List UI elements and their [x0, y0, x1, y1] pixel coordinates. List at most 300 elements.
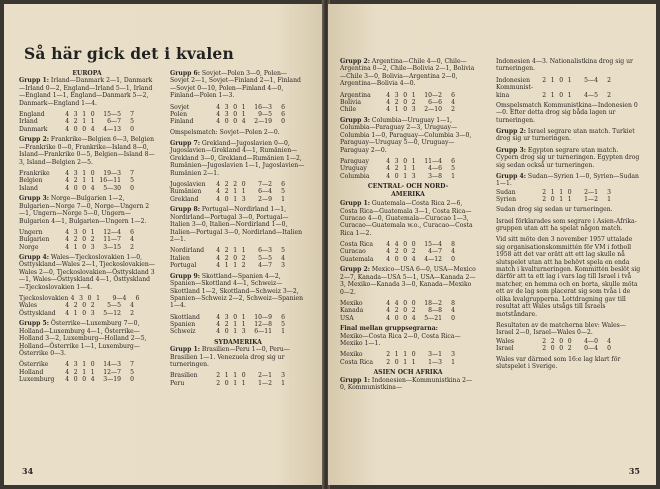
team-cell: Jugoslavien	[170, 180, 206, 188]
stat-cell: 2	[73, 368, 78, 376]
table-row	[340, 315, 476, 322]
stat-cell: 7	[130, 361, 134, 369]
stat-cell: 0	[411, 351, 416, 359]
stat-cell: 2	[73, 177, 78, 185]
stat-cell: 4	[386, 255, 391, 263]
stat-cell: 12—7	[103, 368, 121, 376]
group-table	[170, 181, 306, 203]
stat-cell: 1	[559, 196, 564, 203]
stat-cell: 4	[451, 248, 455, 256]
stat-cell: 1	[411, 165, 416, 173]
stat-cell: 0	[82, 228, 87, 236]
stat-cell: 3	[90, 309, 95, 317]
stat-cell: 3	[79, 294, 84, 302]
stat-cell: 1	[411, 358, 416, 366]
stat-cell: 0	[403, 106, 408, 114]
stat-cell: 10—9	[254, 313, 272, 321]
stat-cell: 5—21	[424, 314, 442, 322]
stat-cell: 0	[82, 236, 87, 244]
section-heading-cna-2: AMERIKA	[391, 190, 425, 198]
stat-cell: 6	[451, 91, 455, 99]
table-row	[170, 118, 306, 125]
team-cell: Österrike	[19, 361, 49, 369]
stat-cell: 0	[233, 103, 238, 111]
stat-cell: 4	[411, 314, 416, 322]
stat-cell: 2	[130, 309, 134, 317]
team-cell: Wales	[496, 337, 515, 345]
stat-cell: 3—19	[103, 376, 121, 384]
table-row	[19, 118, 155, 125]
table-row	[340, 359, 476, 366]
stat-cell: 0	[73, 125, 78, 133]
stat-cell: 1	[82, 177, 87, 185]
table-row	[170, 314, 306, 321]
stat-cell: 3	[241, 328, 246, 336]
stat-cell: 7	[130, 110, 134, 118]
stat-cell: 6—3	[258, 247, 272, 255]
stat-cell: 4	[241, 118, 246, 126]
stat-cell: 5	[451, 165, 455, 173]
final-text: Mexiko—Costa Rica 2—0, Costa Rica—Mexiko 1—1.	[340, 332, 461, 348]
page-number-right: 35	[628, 466, 640, 476]
stat-cell: 2	[394, 248, 399, 256]
table-row	[340, 248, 476, 255]
stat-cell: 4—7	[258, 262, 272, 270]
stat-cell: 4	[216, 313, 221, 321]
stat-cell: 2	[542, 337, 547, 345]
stat-cell: 1	[233, 328, 238, 336]
table-row	[340, 300, 476, 307]
team-cell: Holland	[19, 368, 44, 376]
stat-cell: 1	[233, 372, 238, 380]
table-row	[170, 372, 306, 379]
stat-cell: 0	[233, 313, 238, 321]
stat-cell: 1	[96, 294, 101, 302]
stat-cell: 4	[386, 157, 391, 165]
stat-cell: 2	[90, 302, 95, 310]
column-4	[496, 58, 642, 374]
team-cell: Guatemala	[340, 255, 374, 263]
table-row	[496, 338, 642, 345]
stat-cell: 0	[73, 376, 78, 384]
stat-cell: 4	[451, 98, 455, 106]
stat-cell: 3	[224, 313, 229, 321]
stat-cell: 3	[281, 372, 285, 380]
stat-cell: 1	[233, 188, 238, 196]
stat-cell: 4	[216, 328, 221, 336]
stat-cell: 0	[559, 91, 564, 99]
stat-cell: 0	[403, 255, 408, 263]
stat-cell: 0	[550, 345, 555, 353]
stat-cell: 4	[65, 177, 70, 185]
stat-cell: 4	[130, 302, 134, 310]
team-cell: Spanien	[170, 321, 196, 329]
stat-cell: 0	[394, 255, 399, 263]
stat-cell: 18—2	[424, 299, 442, 307]
group-text: Grupp 4: Wales—Tjeckoslovakien 1—0, Östtyskland—Wales 2—1, Tjeckoslovakien—Wales 2—0, Tjeckoslovakien—Östtyskland 3—1, Wales—Östtyskland 4—1, Östtyskland—Tjeckoslovakien 1—4.	[19, 254, 155, 291]
stat-cell: 11—7	[103, 236, 121, 244]
stat-cell: 1	[90, 118, 95, 126]
stat-cell: 4	[216, 188, 221, 196]
group-text: Grupp 6: Sovjet—Polen 3—0, Polen—Sovjet 2—1, Sovjet—Finland 2—1, Finland—Sovjet 0—10, Polen—Finland 4—0, Finland—Polen 1—3.	[170, 70, 301, 100]
stat-cell: 1	[241, 103, 246, 111]
stat-cell: 0	[403, 98, 408, 106]
table-row	[340, 92, 476, 99]
group-table	[340, 351, 476, 366]
table-row	[340, 165, 476, 172]
group-text: Grupp 2: Israel segrare utan match. Turkiet drog sig ur turneringen.	[496, 128, 635, 143]
stat-cell: 1	[281, 195, 285, 203]
stat-cell: 8—8	[428, 307, 442, 315]
stat-cell: 4	[216, 254, 221, 262]
stat-cell: 2	[451, 106, 455, 114]
group-table	[340, 300, 476, 322]
stat-cell: 1	[403, 172, 408, 180]
stat-cell: 1	[403, 165, 408, 173]
stat-cell: 3	[224, 103, 229, 111]
stat-cell: 1	[451, 172, 455, 180]
table-row	[19, 111, 155, 118]
section-heading-aa: ASIEN OCH AFRIKA	[373, 369, 443, 377]
stat-cell: 4	[65, 361, 70, 369]
stat-cell: 4	[65, 125, 70, 133]
team-cell: Norge	[19, 243, 39, 251]
group-text: Grupp 8: Portugal—Nordirland 1—1, Nordirland—Portugal 3—0, Portugal—Italien 3—0, Italien—Nordirland 1—0, Italien—Portugal 3—0, Nordirland—Italien 2—1.	[170, 206, 303, 244]
stat-cell: 0	[451, 314, 455, 322]
right-page	[328, 4, 656, 485]
section-heading-europa: EUROPA	[72, 70, 102, 77]
stat-cell: 1	[394, 351, 399, 359]
stat-cell: 4	[386, 165, 391, 173]
stat-cell: 0	[403, 91, 408, 99]
stat-cell: 1—3	[428, 358, 442, 366]
stat-cell: 4	[65, 184, 70, 192]
final-heading: Final mellan gruppsegrarna:	[340, 325, 438, 333]
paragraph: Vid sitt möte den 3 november 1957 uttalade sig organisationskommittén för VM i fotboll 1958 att det var orätt att ett lag skulle nå slutspelet utan att ha behövt spela en enda match i kvalturneringen. Kommittén beslöt sig därför att ta ett lag i vars lag till Israel i två matcher, en hemma och en borta, skulle möta ett av de lag som placerat sig som tvåa i de olika kvalgrupperna. Lottdragning gav till resultat att Wales utsågs till Israels motståndare.	[496, 236, 641, 318]
team-cell: Östtyskland	[19, 309, 56, 317]
team-cell: Syrien	[496, 196, 517, 203]
stat-cell: 5—12	[103, 309, 121, 317]
group-text: Grupp 1: Guatemala—Costa Rica 2—6, Costa Rica—Guatemala 3—1, Costa Rica—Curacao 4—0, Guatemala—Curacao 1—3, Curacao—Guatemala w.o., Curacao—Costa Rica 1—2.	[340, 200, 473, 237]
table-row	[19, 244, 155, 251]
stat-cell: 0	[567, 188, 572, 196]
stat-cell: 12—8	[254, 321, 272, 329]
stat-cell: 4—13	[103, 125, 121, 133]
stat-cell: 16—3	[254, 103, 272, 111]
stat-cell: 5—4	[584, 76, 598, 84]
group-text: Grupp 4: Sudan—Syrien 1—0, Syrien—Sudan 1—1.	[496, 172, 639, 188]
table-row	[340, 351, 476, 358]
stat-cell: 2—9	[258, 195, 272, 203]
stat-cell: 0	[403, 299, 408, 307]
stat-cell: 2	[411, 248, 416, 256]
column-2	[170, 70, 306, 390]
group-table	[340, 92, 476, 114]
stat-cell: 3	[90, 243, 95, 251]
table-row	[340, 106, 476, 113]
stat-cell: 0	[567, 337, 572, 345]
stat-cell: 9—5	[258, 110, 272, 118]
group-text: Grupp 1: Indonesien—Kommunistkina 2—0, Kommunistkina—	[340, 376, 473, 392]
stat-cell: 6	[281, 313, 285, 321]
table-row	[340, 158, 476, 165]
stat-cell: 0	[607, 345, 611, 353]
stat-cell: 1	[567, 76, 572, 84]
team-cell: Irland	[19, 118, 38, 126]
stat-cell: 4	[386, 91, 391, 99]
stat-cell: 3	[411, 172, 416, 180]
stat-cell: 0	[233, 118, 238, 126]
stat-cell: 1	[233, 321, 238, 329]
group-note: Omspelsmatch Kommunistkina—Indonesien 0—0. Efter detta drog sig båda lagen ur turneringen.	[496, 101, 638, 124]
stat-cell: 3	[224, 110, 229, 118]
stat-cell: 2—10	[424, 106, 442, 114]
paragraph: Israel förklarades som segrare i Asien-Afrika-gruppen utan att ha spelat någon match.	[496, 217, 637, 233]
stat-cell: 4	[65, 228, 70, 236]
stat-cell: 0	[224, 118, 229, 126]
team-cell: Luxemburg	[19, 376, 55, 384]
team-cell: Island	[19, 184, 38, 192]
stat-cell: 0	[90, 110, 95, 118]
stat-cell: 2	[73, 118, 78, 126]
stat-cell: 4	[411, 255, 416, 263]
stat-cell: 0	[82, 184, 87, 192]
stat-cell: 8	[451, 241, 455, 249]
stat-cell: 0	[403, 157, 408, 165]
stat-cell: 0	[130, 376, 134, 384]
stat-cell	[566, 84, 575, 91]
stat-cell: 6	[130, 228, 134, 236]
stat-cell: 1	[550, 188, 555, 196]
team-cell: Chile	[340, 106, 357, 114]
left-page	[4, 4, 324, 485]
stat-cell: 4	[386, 248, 391, 256]
team-cell: Mexiko	[340, 299, 363, 307]
group-text: Grupp 5: Österrike—Luxemburg 7—0, Holland—Luxemburg 4—1, Österrike—Holland 3—2, Luxemburg—Holland 2—5, Holland—Österrike 1—1, Luxemburg—Österrike 0—3.	[19, 320, 147, 358]
stat-cell: 0	[411, 241, 416, 249]
group-table	[496, 77, 642, 99]
stat-cell	[557, 84, 566, 91]
group-text: Grupp 3: Norge—Bulgarien 1—2, Bulgarien—Norge 7—0, Norge—Ungern 2—1, Ungern—Norge 5—0, Ungern—Bulgarien 4—1, Bulgarien—Ungern 1—2.	[19, 195, 150, 225]
table-row	[170, 328, 306, 335]
stat-cell: 4	[216, 110, 221, 118]
team-cell: Argentina	[340, 91, 371, 99]
stat-cell: 0	[233, 254, 238, 262]
team-cell: Polen	[170, 110, 188, 118]
team-cell: Costa Rica	[340, 358, 374, 366]
table-row	[19, 236, 155, 243]
stat-cell: 3	[394, 91, 399, 99]
stat-cell: 6—4	[258, 188, 272, 196]
stat-cell: 3	[607, 188, 611, 196]
group-table	[19, 361, 155, 383]
stat-cell: 4	[607, 337, 611, 345]
stat-cell: 12—4	[103, 228, 121, 236]
team-cell: Columbia	[340, 172, 370, 180]
table-row	[19, 126, 155, 133]
stat-cell: 4	[65, 302, 70, 310]
stat-cell: 0	[403, 241, 408, 249]
stat-cell: 0	[403, 248, 408, 256]
stat-cell: 1	[241, 110, 246, 118]
table-row	[170, 104, 306, 111]
stat-cell: 0	[403, 307, 408, 315]
stat-cell: 11—4	[424, 157, 442, 165]
stat-cell: 4	[65, 309, 70, 317]
group-table	[19, 229, 155, 251]
stat-cell	[574, 84, 598, 91]
team-cell: Costa Rica	[340, 241, 374, 249]
stat-cell: 0	[224, 379, 229, 387]
stat-cell: 1	[233, 379, 238, 387]
stat-cell: 6—11	[254, 328, 272, 336]
table-row	[19, 302, 155, 309]
team-cell: Uruguay	[340, 165, 367, 173]
stat-cell: 16—11	[99, 177, 121, 185]
stat-cell: 14—3	[103, 361, 121, 369]
table-row	[496, 189, 642, 196]
group-text: Grupp 7: Grekland—Jugoslavien 0—0, Jugoslavien—Grekland 4—1, Rumänien—Grekland 3—0, Grekland—Rumänien 1—2, Rumänien—Jugoslavien 1—1, Jugoslavien—Rumänien 2—1.	[170, 140, 305, 177]
table-row	[19, 295, 155, 302]
stat-cell: 0	[559, 345, 564, 353]
team-cell: Sovjet	[170, 103, 190, 111]
stat-cell: 2	[233, 180, 238, 188]
stat-cell: 1	[73, 243, 78, 251]
column-1	[19, 70, 155, 387]
stat-cell: 4	[70, 294, 75, 302]
stat-cell: 4—7	[428, 248, 442, 256]
stat-cell: 7	[130, 169, 134, 177]
stat-cell: 2	[90, 236, 95, 244]
stat-cell: 0	[130, 184, 134, 192]
stat-cell: 0	[403, 314, 408, 322]
group-table	[170, 314, 306, 336]
team-cell: Skottland	[170, 313, 200, 321]
table-row	[170, 181, 306, 188]
stat-cell: 3—15	[103, 243, 121, 251]
stat-cell: 4—5	[584, 91, 598, 99]
group-text: Indonesien 4—3. Nationalistkina drog sig ur turneringen.	[496, 58, 633, 73]
stat-cell: 0	[559, 76, 564, 84]
stat-cell: 0	[224, 195, 229, 203]
stat-cell: 1	[90, 228, 95, 236]
stat-cell: 2	[73, 236, 78, 244]
team-cell: Curacao	[340, 248, 366, 256]
stat-cell: 1	[224, 262, 229, 270]
stat-cell: 2	[607, 76, 611, 84]
stat-cell: 1	[224, 372, 229, 380]
stat-cell: 1	[241, 188, 246, 196]
stat-cell: 3	[394, 157, 399, 165]
stat-cell: 4	[65, 376, 70, 384]
team-cell: Wales	[19, 302, 38, 310]
stat-cell: 15—4	[424, 241, 442, 249]
stat-cell: 2	[73, 302, 78, 310]
group-text: Grupp 1: Irland—Danmark 2—1, Danmark—Irland 0—2, England—Irland 5—1, Irland—England 1—1, England—Danmark 5—2, Danmark—England 1—4.	[19, 77, 153, 107]
stat-cell: 0	[82, 302, 87, 310]
stat-cell: 2	[216, 379, 221, 387]
stat-cell: 0	[82, 243, 87, 251]
stat-cell: 2	[224, 321, 229, 329]
stat-cell: 4	[216, 180, 221, 188]
stat-cell: 9—4	[112, 294, 127, 302]
stat-cell: 1	[607, 196, 611, 203]
group-table	[170, 372, 306, 387]
stat-cell: 2	[394, 98, 399, 106]
stat-cell: 4	[90, 376, 95, 384]
stat-cell: 0	[82, 125, 87, 133]
stat-cell: 4	[65, 110, 70, 118]
stat-cell: 0	[82, 309, 87, 317]
stat-cell: 0	[130, 125, 134, 133]
table-row	[19, 369, 155, 376]
stat-cell: 1—2	[258, 379, 272, 387]
stat-cell: 2	[216, 372, 221, 380]
stat-cell: 1	[73, 309, 78, 317]
stat-cell: 1	[411, 91, 416, 99]
table-row	[496, 92, 642, 99]
table-row	[340, 256, 476, 263]
stat-cell: 1	[241, 379, 246, 387]
table-row	[170, 111, 306, 118]
stat-cell: 3—1	[428, 351, 442, 359]
team-cell: Brasilien	[170, 372, 198, 380]
group-table	[340, 158, 476, 180]
group-text: Grupp 9: Skottland—Spanien 4—2, Spanien—Skottland 4—1, Schweiz—Skottland 1—2, Skottland—Schweiz 3—2, Spanien—Schweiz 2—2, Schweiz—Spanien 1—4.	[170, 272, 304, 310]
stat-cell: 6—6	[428, 98, 442, 106]
stat-cell: 15—5	[103, 110, 121, 118]
stat-cell: 6	[451, 157, 455, 165]
stat-cell: 0	[281, 118, 285, 126]
stat-cell: 2	[386, 358, 391, 366]
team-cell: Sudan	[496, 188, 516, 196]
stat-cell: 4—12	[424, 255, 442, 263]
team-cell: Schweiz	[170, 328, 196, 336]
team-cell: Danmark	[19, 125, 48, 133]
table-row	[19, 376, 155, 383]
column-3	[340, 58, 476, 395]
stat-cell: 0	[241, 180, 246, 188]
stat-cell: 1	[82, 169, 87, 177]
stat-cell: 4	[216, 195, 221, 203]
stat-cell: 1	[82, 118, 87, 126]
stat-cell: 2	[386, 351, 391, 359]
stat-cell: 4	[394, 241, 399, 249]
team-cell: Indonesien	[496, 76, 531, 84]
stat-cell: 4	[216, 118, 221, 126]
stat-cell: 4	[65, 243, 70, 251]
group-text: Grupp 2: Frankrike—Belgien 6—3, Belgien—Frankrike 0—0, Frankrike—Island 8—0, Island—Frankrike 0—5, Belgien—Island 8—3, Island—Belgien 2—5.	[19, 136, 155, 166]
stat-cell: 2	[542, 196, 547, 203]
table-row	[496, 196, 642, 203]
stat-cell: 4	[65, 118, 70, 126]
stat-cell: 0	[87, 294, 92, 302]
stat-cell: 3—8	[428, 172, 442, 180]
stat-cell: 4	[65, 368, 70, 376]
stat-cell: 0	[90, 361, 95, 369]
stat-cell: 6—7	[107, 118, 121, 126]
team-cell: Kommunist-	[496, 84, 534, 92]
stat-cell: 1	[567, 91, 572, 99]
stat-cell: 2	[567, 345, 572, 353]
group-table	[170, 104, 306, 126]
stat-cell: 3	[281, 262, 285, 270]
stat-cell: 5—5	[258, 254, 272, 262]
table-row	[170, 255, 306, 262]
stat-cell: 0	[241, 372, 246, 380]
stat-cell: 1	[567, 196, 572, 203]
stat-cell: 2—1	[258, 372, 272, 380]
